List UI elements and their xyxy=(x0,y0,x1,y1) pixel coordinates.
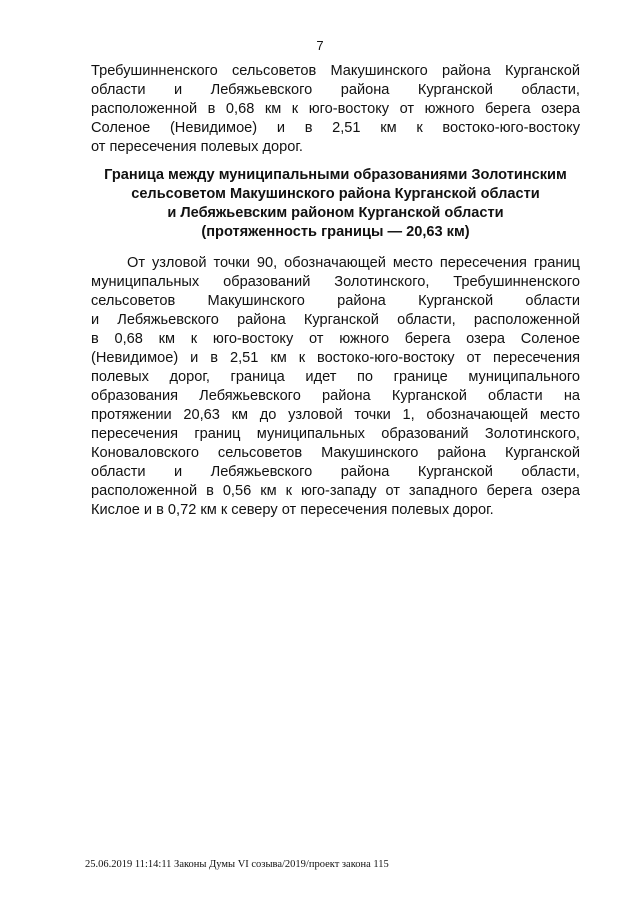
text-line: протяжении 20,63 км до узловой точки 1, обозначающей место xyxy=(91,407,580,423)
text-line: Коноваловского сельсоветов Макушинского района Курганской xyxy=(91,445,580,461)
document-footer: 25.06.2019 11:14:11 Законы Думы VI созыва/2019/проект закона 115 xyxy=(85,859,389,870)
text-line: муниципальных образований Золотинского, Требушинненского xyxy=(91,274,580,290)
text-line: от пересечения полевых дорог. xyxy=(91,139,303,155)
text-line: Кислое и в 0,72 км к северу от пересечения полевых дорог. xyxy=(91,502,494,518)
text-line: Требушинненского сельсоветов Макушинского района Курганской xyxy=(91,63,580,79)
page-number: 7 xyxy=(316,38,324,53)
text-line: в 0,68 км к юго-востоку от южного берега озера Соленое xyxy=(91,331,580,347)
text-line: (Невидимое) и в 2,51 км к востоко-юго-востоку от пересечения xyxy=(91,350,580,366)
text-line: полевых дорог, граница идет по границе муниципального xyxy=(91,369,580,385)
heading-line: и Лебяжьевским районом Курганской области xyxy=(167,205,504,221)
text-line: пересечения границ муниципальных образований Золотинского, xyxy=(91,426,580,442)
heading-line: (протяженность границы — 20,63 км) xyxy=(201,224,470,240)
text-line: расположенной в 0,68 км к юго-востоку от южного берега озера xyxy=(91,101,580,117)
text-line: области и Лебяжьевского района Курганской области, xyxy=(91,82,580,98)
text-line: Соленое (Невидимое) и в 2,51 км к востоко-юго-востоку xyxy=(91,120,580,136)
heading-line: Граница между муниципальными образованиями Золотинским xyxy=(104,167,567,183)
body-paragraph xyxy=(91,254,580,520)
heading-line: сельсоветом Макушинского района Курганской области xyxy=(131,186,540,202)
text-line: и Лебяжьевского района Курганской области, расположенной xyxy=(91,312,580,328)
text-line: области и Лебяжьевского района Курганской области, xyxy=(91,464,580,480)
text-line: От узловой точки 90, обозначающей место пересечения границ xyxy=(127,255,580,271)
text-line: расположенной в 0,56 км к юго-западу от западного берега озера xyxy=(91,483,580,499)
text-line: образования Лебяжьевского района Курганской области на xyxy=(91,388,580,404)
intro-paragraph xyxy=(91,62,580,157)
text-line: сельсоветов Макушинского района Курганской области xyxy=(91,293,580,309)
section-heading xyxy=(91,166,580,242)
